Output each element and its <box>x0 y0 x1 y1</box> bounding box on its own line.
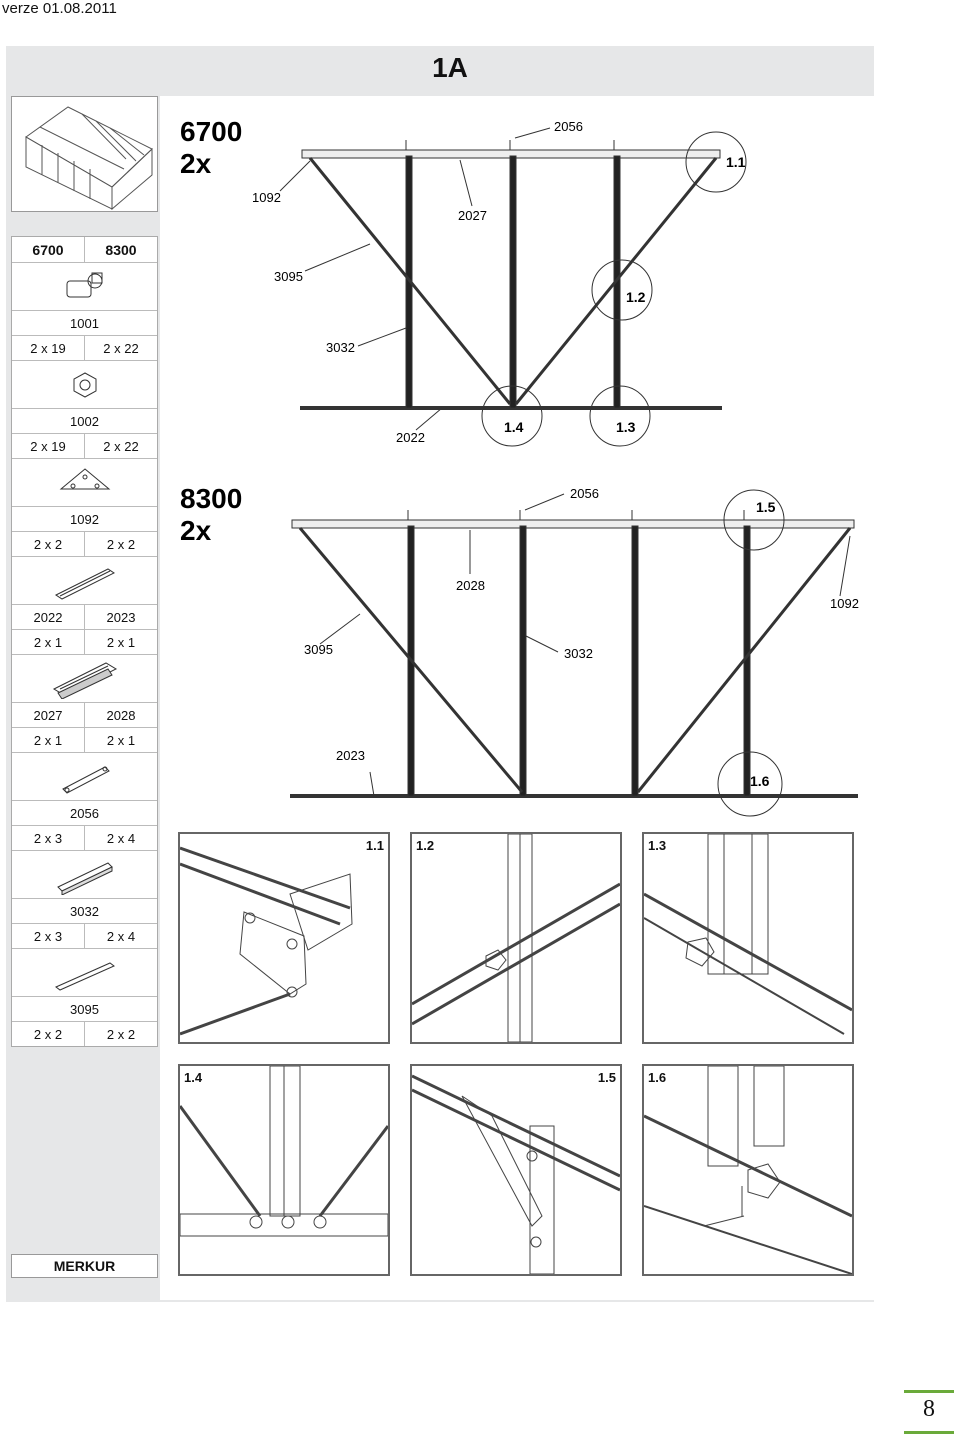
detail-label: 1.4 <box>184 1070 203 1085</box>
part-qty-row: 2 x 1 2 x 1 <box>12 630 157 655</box>
part-code-row: 2027 2028 <box>12 703 157 728</box>
detail-1-5 <box>410 1064 622 1276</box>
detail-1-3 <box>642 832 854 1044</box>
detail-label: 1.5 <box>597 1070 616 1085</box>
drawing-area <box>160 96 874 1300</box>
brand-label: MERKUR <box>11 1254 158 1278</box>
callout-label: 1.4 <box>504 419 524 435</box>
version-label: verze 01.08.2011 <box>2 0 117 17</box>
detail-label: 1.2 <box>416 838 435 853</box>
detail-label: 1.3 <box>648 838 667 853</box>
part-label: 3095 <box>304 642 333 657</box>
detail-1-6 <box>642 1064 854 1276</box>
model-count: 2x <box>180 515 212 546</box>
connector-bracket-icon <box>12 263 157 311</box>
part-code: 1092 <box>12 507 157 532</box>
part-qty-row: 2 x 2 2 x 2 <box>12 532 157 557</box>
sheet-title: 1A <box>432 52 468 83</box>
gusset-plate-icon <box>12 459 157 507</box>
part-label: 3032 <box>326 340 355 355</box>
part-qty-row: 2 x 3 2 x 4 <box>12 826 157 851</box>
part-qty-row: 2 x 19 2 x 22 <box>12 434 157 459</box>
page-number-box <box>904 1390 954 1434</box>
model-column-6700: 6700 <box>32 241 64 258</box>
channel-profile-icon <box>12 655 157 703</box>
parts-table-header <box>12 237 157 263</box>
part-label: 2056 <box>570 486 599 501</box>
frame-diagram-6700 <box>180 116 746 446</box>
part-code: 2056 <box>12 801 157 826</box>
part-code: 1002 <box>12 409 157 434</box>
strut-icon <box>12 753 157 801</box>
part-label: 3032 <box>564 646 593 661</box>
detail-label: 1.6 <box>648 1070 667 1085</box>
greenhouse-thumbnail <box>11 96 158 212</box>
greenhouse-icon <box>12 97 157 211</box>
callout-label: 1.2 <box>626 289 646 305</box>
part-code: 3095 <box>12 997 157 1022</box>
part-qty-row: 2 x 2 2 x 2 <box>12 1022 157 1046</box>
part-label: 2056 <box>554 119 583 134</box>
part-code: 3032 <box>12 899 157 924</box>
part-label: 2027 <box>458 208 487 223</box>
detail-label: 1.1 <box>365 838 384 853</box>
part-code: 1001 <box>12 311 157 336</box>
part-label: 1092 <box>252 190 281 205</box>
page-rule-top <box>904 1390 954 1393</box>
detail-1-1 <box>178 832 390 1044</box>
callout-label: 1.5 <box>756 499 776 515</box>
instruction-sheet <box>6 46 874 1302</box>
detail-1-2 <box>410 832 622 1044</box>
callout-label: 1.1 <box>726 154 746 170</box>
part-qty-row: 2 x 1 2 x 1 <box>12 728 157 753</box>
callout-label: 1.6 <box>750 773 770 789</box>
frame-diagram-8300 <box>180 483 859 816</box>
model-heading: 8300 <box>180 483 243 514</box>
part-qty-row: 2 x 3 2 x 4 <box>12 924 157 949</box>
part-label: 3095 <box>274 269 303 284</box>
parts-table <box>11 236 158 1047</box>
part-label: 1092 <box>830 596 859 611</box>
short-profile-icon <box>12 557 157 605</box>
part-code-row: 2022 2023 <box>12 605 157 630</box>
model-heading: 6700 <box>180 116 243 147</box>
part-label: 2028 <box>456 578 485 593</box>
callout-label: 1.3 <box>616 419 636 435</box>
part-label: 2022 <box>396 430 425 445</box>
detail-1-4 <box>178 1064 390 1276</box>
model-count: 2x <box>180 148 212 179</box>
page-number: 8 <box>923 1396 935 1422</box>
part-qty-row: 2 x 19 2 x 22 <box>12 336 157 361</box>
rail-profile-icon <box>12 851 157 899</box>
brace-bar-icon <box>12 949 157 997</box>
nut-icon <box>12 361 157 409</box>
model-column-8300: 8300 <box>84 237 157 262</box>
part-label: 2023 <box>336 748 365 763</box>
page-rule-bottom <box>904 1431 954 1434</box>
